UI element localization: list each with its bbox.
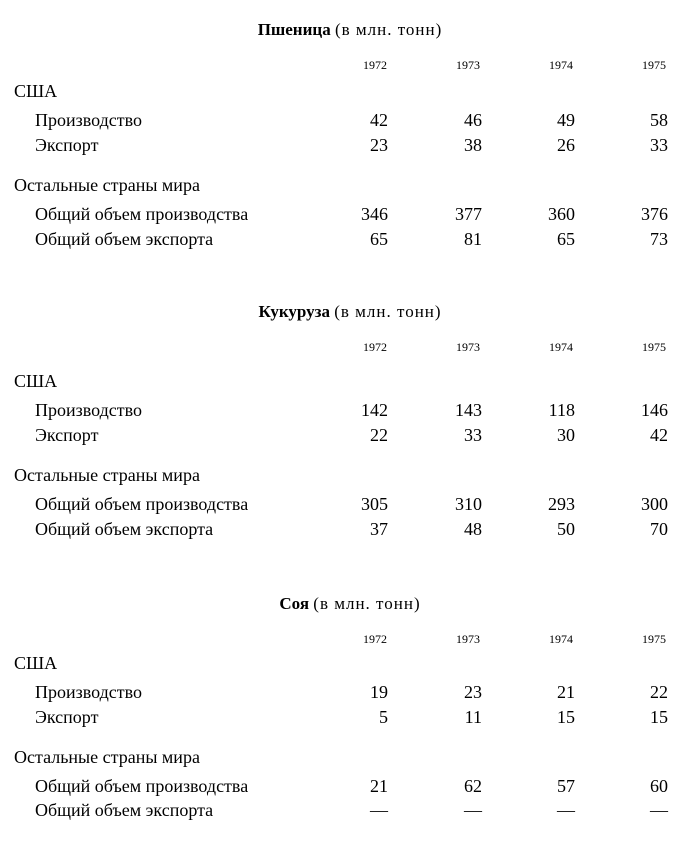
cell-value: 19: [370, 682, 388, 702]
cell-value: 293: [548, 494, 575, 514]
cell-value: 30: [557, 425, 575, 445]
cell-value: 33: [650, 135, 668, 155]
row-label: Производство: [35, 682, 142, 702]
cell-value: 376: [641, 204, 668, 224]
row-label: Общий объем экспорта: [35, 800, 214, 820]
commodity-name: Соя: [279, 594, 310, 613]
unit-label: (в млн. тонн): [313, 594, 421, 613]
cell-value: 81: [464, 229, 482, 249]
cell-value: 23: [464, 682, 482, 702]
soy-table: [0, 594, 700, 844]
cell-value: 360: [548, 204, 575, 224]
year-header: 1972: [363, 632, 387, 646]
group-label-us: США: [14, 371, 58, 391]
cell-value: 58: [650, 110, 668, 130]
unit-label: (в млн. тонн): [334, 20, 443, 39]
cell-value: —: [650, 800, 668, 820]
year-header: 1974: [549, 58, 573, 72]
cell-value: 73: [650, 229, 668, 249]
group-label-rest-of-world: Остальные страны мира: [14, 465, 200, 485]
wheat-table: [0, 20, 700, 270]
row-label: Общий объем производства: [35, 776, 249, 796]
cell-value: 26: [557, 135, 575, 155]
year-header: 1972: [363, 58, 387, 72]
cell-value: 48: [464, 519, 482, 539]
row-label: Общий объем экспорта: [35, 229, 214, 249]
row-label: Экспорт: [35, 425, 99, 445]
group-label-us: США: [14, 653, 58, 673]
cell-value: —: [370, 800, 388, 820]
group-label-rest-of-world: Остальные страны мира: [14, 175, 200, 195]
year-header: 1975: [642, 632, 666, 646]
cell-value: 15: [650, 707, 668, 727]
cell-value: 11: [464, 707, 482, 727]
commodity-name: Пшеница: [257, 20, 331, 39]
table-title: [0, 594, 700, 614]
cell-value: 22: [650, 682, 668, 702]
cell-value: 37: [370, 519, 388, 539]
cell-value: 21: [557, 682, 575, 702]
cell-value: 305: [361, 494, 388, 514]
cell-value: 70: [650, 519, 668, 539]
cell-value: 57: [557, 776, 575, 796]
unit-label: (в млн. тонн): [334, 302, 442, 321]
year-header: 1973: [456, 340, 480, 354]
table-title: [0, 20, 700, 40]
cell-value: 33: [464, 425, 482, 445]
group-label-us: США: [14, 81, 58, 101]
year-header: 1975: [642, 340, 666, 354]
cell-value: 118: [548, 400, 575, 420]
cell-value: 310: [455, 494, 482, 514]
cell-value: 42: [650, 425, 668, 445]
cell-value: 143: [455, 400, 482, 420]
year-header: 1975: [642, 58, 666, 72]
cell-value: 300: [641, 494, 668, 514]
cell-value: 346: [361, 204, 388, 224]
cell-value: 50: [557, 519, 575, 539]
year-header: 1972: [363, 340, 387, 354]
row-label: Общий объем экспорта: [35, 519, 214, 539]
year-header: 1973: [456, 58, 480, 72]
commodity-name: Кукуруза: [258, 302, 330, 321]
row-label: Производство: [35, 400, 142, 420]
row-label: Экспорт: [35, 707, 99, 727]
row-label: Общий объем производства: [35, 494, 249, 514]
cell-value: 60: [650, 776, 668, 796]
year-header: 1973: [456, 632, 480, 646]
year-header: 1974: [549, 632, 573, 646]
corn-table: [0, 302, 700, 552]
cell-value: 46: [464, 110, 482, 130]
cell-value: 21: [370, 776, 388, 796]
cell-value: 23: [370, 135, 388, 155]
cell-value: 38: [464, 135, 482, 155]
cell-value: 142: [361, 400, 388, 420]
cell-value: —: [557, 800, 575, 820]
cell-value: 5: [379, 707, 388, 727]
row-label: Экспорт: [35, 135, 99, 155]
cell-value: 377: [455, 204, 482, 224]
cell-value: 62: [464, 776, 482, 796]
group-label-rest-of-world: Остальные страны мира: [14, 747, 200, 767]
cell-value: 22: [370, 425, 388, 445]
row-label: Общий объем производства: [35, 204, 249, 224]
table-title: [0, 302, 700, 322]
cell-value: —: [464, 800, 482, 820]
cell-value: 42: [370, 110, 388, 130]
year-header: 1974: [549, 340, 573, 354]
cell-value: 65: [370, 229, 388, 249]
cell-value: 15: [557, 707, 575, 727]
cell-value: 49: [557, 110, 575, 130]
cell-value: 65: [557, 229, 575, 249]
row-label: Производство: [35, 110, 142, 130]
cell-value: 146: [641, 400, 668, 420]
